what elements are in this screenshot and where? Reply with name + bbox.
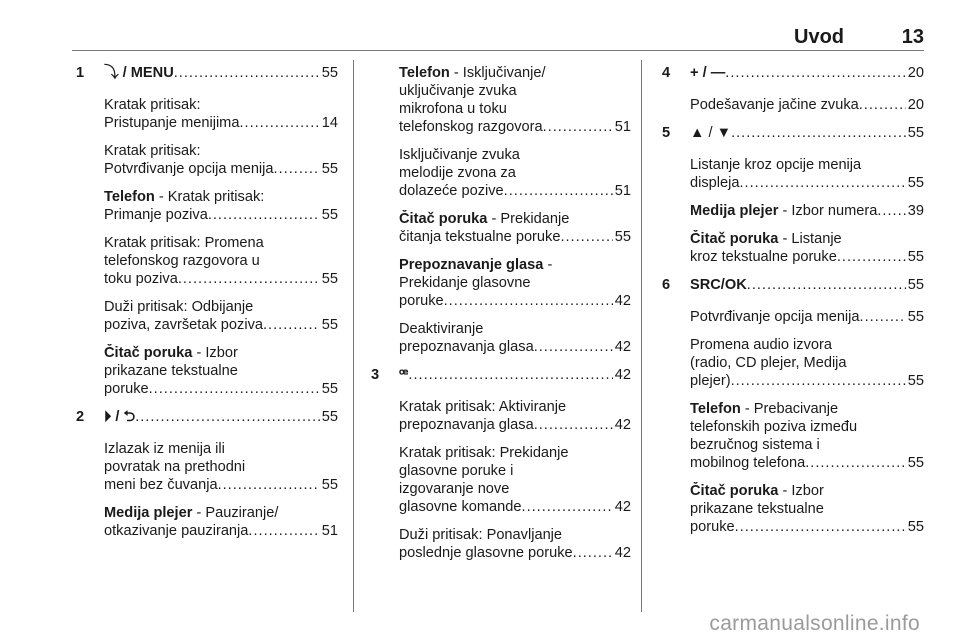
list-item: Duži pritisak: Ponavljanje poslednje glasovne poruke ..... 42 — [399, 526, 631, 562]
down-arrow-icon: ▼ — [716, 125, 732, 141]
entry-6: 6 SRC/OK ..... 55 — [690, 276, 924, 294]
list-item: Isključivanje zvuka melodije zvona za dolazeće pozive ..... 51 — [399, 146, 631, 200]
list-item: Izlazak iz menija ili povratak na prethodni meni bez čuvanja ..... 55 — [104, 440, 338, 494]
list-item: Duži pritisak: Odbijanje poziva, završetak poziva ..... 55 — [104, 298, 338, 334]
list-item: Telefon - Prebacivanje telefonskih poziva između bezručnog sistema i mobilnog telefona ..... 55 — [690, 400, 924, 472]
list-item: Kratak pritisak: Potvrđivanje opcija menija ..... 55 — [104, 142, 338, 178]
entry-number: 3 — [371, 367, 380, 383]
back-arrow-icon: ⏵ — [104, 409, 112, 425]
entry-1: 1 ⤵ / MENU ..... 55 — [104, 64, 338, 82]
entry-2: 2 ⏵ / ⮌ ..... 55 — [104, 408, 338, 426]
list-item: Medija plejer - Pauziranje/ otkazivanje pauziranja ..... 51 — [104, 504, 338, 540]
entry-number: 5 — [662, 125, 671, 141]
column-1 — [76, 64, 338, 550]
list-item: Promena audio izvora (radio, CD plejer, Medija plejer) ..... 55 — [690, 336, 924, 390]
header-rule — [72, 50, 924, 51]
entry-number: 1 — [76, 65, 85, 81]
voice-icon: ꟹ — [399, 367, 409, 383]
list-item: Medija plejer - Izbor numera ..... 39 — [690, 202, 924, 220]
list-item: Telefon - Kratak pritisak: Primanje poziva ..... 55 — [104, 188, 338, 224]
list-item: Telefon - Isključivanje/ uključivanje zvuka mikrofona u toku telefonskog razgovora ..... 51 — [399, 64, 631, 136]
menu-arrow-icon: ⤵ — [104, 65, 119, 81]
up-arrow-icon: ▲ — [690, 125, 705, 141]
list-item: Kratak pritisak: Aktiviranje prepoznavanja glasa ..... 42 — [399, 398, 631, 434]
watermark: carmanualsonline.info — [709, 612, 920, 635]
entry-number: 4 — [662, 65, 671, 81]
list-item: Kratak pritisak: Pristupanje menijima ..... 14 — [104, 96, 338, 132]
list-item: Potvrđivanje opcija menija ..... 55 — [690, 308, 924, 326]
list-item: Listanje kroz opcije menija displeja ..... 55 — [690, 156, 924, 192]
column-2 — [371, 64, 631, 572]
column-divider-1 — [353, 60, 354, 612]
list-item: Čitač poruka - Prekidanje čitanja tekstualne poruke ..... 55 — [399, 210, 631, 246]
list-item: Podešavanje jačine zvuka ..... 20 — [690, 96, 924, 114]
list-item: Prepoznavanje glasa - Prekidanje glasovne poruke ..... 42 — [399, 256, 631, 310]
column-3 — [662, 64, 924, 546]
list-item: Kratak pritisak: Prekidanje glasovne poruke i izgovaranje nove glasovne komande ..... 42 — [399, 444, 631, 516]
return-arrow-icon: ⮌ — [123, 409, 136, 425]
page-number: 13 — [901, 26, 924, 48]
entry-5: 5 ▲ / ▼ ..... 55 — [690, 124, 924, 142]
entry-4: 4 + / — ..... 20 — [690, 64, 924, 82]
plus-icon: + — [690, 65, 699, 81]
column-divider-2 — [641, 60, 642, 612]
entry-number: 2 — [76, 409, 85, 425]
list-item: Deaktiviranje prepoznavanja glasa ..... 42 — [399, 320, 631, 356]
entry-number: 6 — [662, 277, 671, 293]
list-item: Čitač poruka - Izbor prikazane tekstualne poruke ..... 55 — [104, 344, 338, 398]
page-header — [0, 0, 960, 50]
minus-icon: — — [710, 65, 726, 81]
list-item: Čitač poruka - Listanje kroz tekstualne poruke ..... 55 — [690, 230, 924, 266]
list-item: Čitač poruka - Izbor prikazane tekstualne poruke ..... 55 — [690, 482, 924, 536]
list-item: Kratak pritisak: Promena telefonskog razgovora u toku poziva ..... 55 — [104, 234, 338, 288]
entry-3: 3 ꟹ ..... 42 — [399, 366, 631, 384]
page-title: Uvod — [794, 26, 844, 48]
